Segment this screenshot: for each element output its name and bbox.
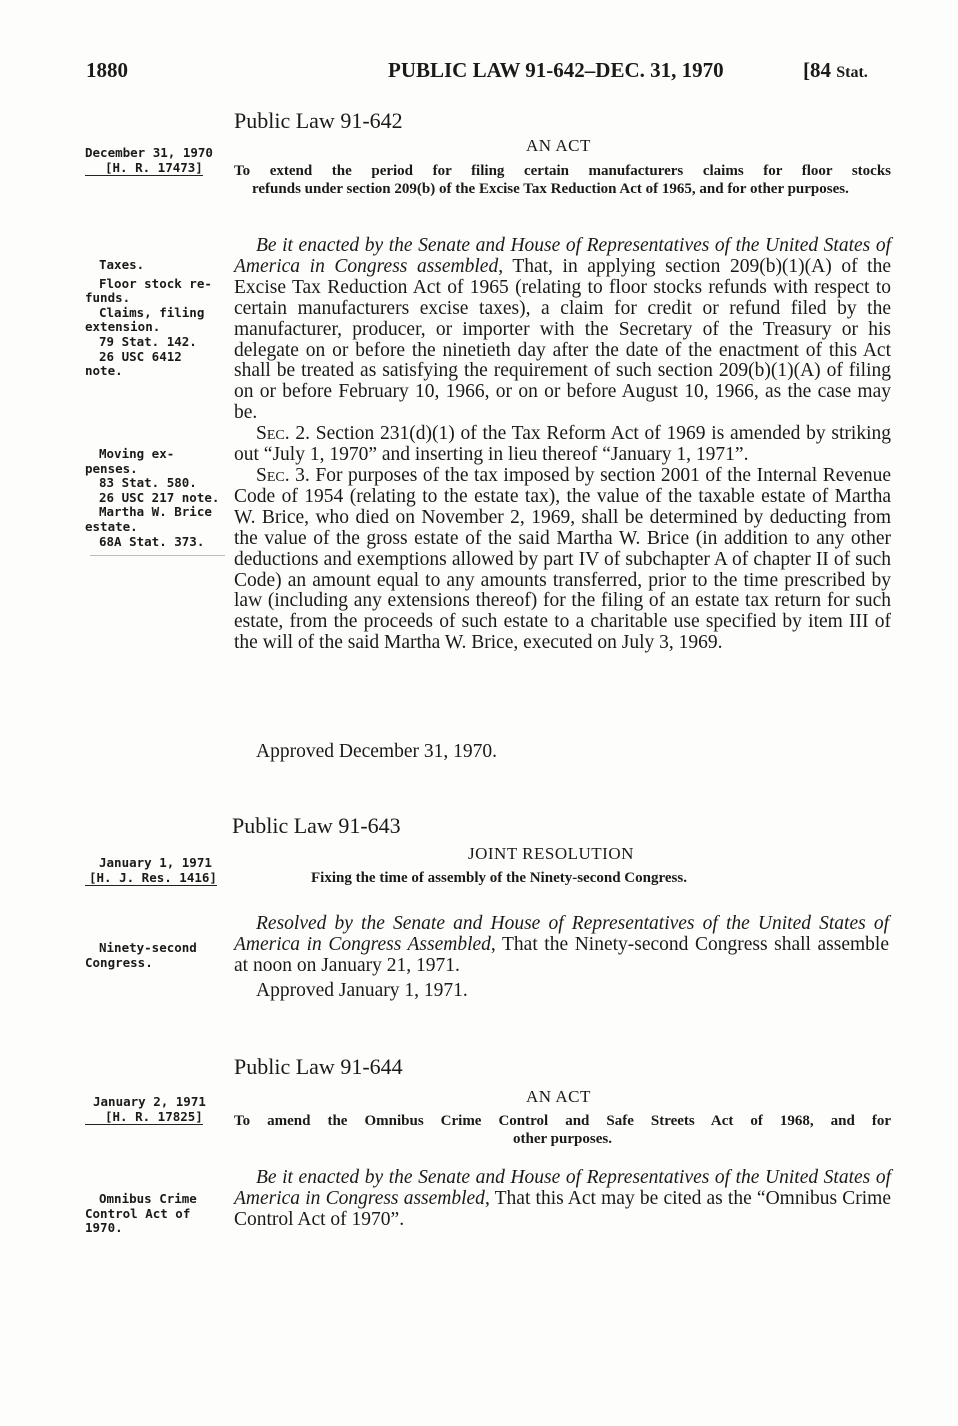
law2-margin-date: January 1, 1971 xyxy=(99,855,212,870)
volume-prefix: [84 xyxy=(803,58,837,82)
law2-resolution xyxy=(234,914,889,977)
law3-purpose-line2: other purposes. xyxy=(513,1131,612,1147)
law3-title: Public Law 91-644 xyxy=(234,1054,403,1079)
law3-note-block xyxy=(85,1192,225,1236)
law2-note-a: Ninety-second xyxy=(99,940,197,955)
law2-note-block xyxy=(85,941,225,970)
law1-note-usc2: 26 USC 217 note. xyxy=(99,489,220,505)
law1-sec3-label: Sec. 3. xyxy=(256,464,310,486)
law3-margin-date-block xyxy=(85,1095,225,1125)
law1-note-taxes: Taxes. xyxy=(99,257,145,272)
law1-section3 xyxy=(234,466,891,654)
law1-sec2-label: Sec. 2. xyxy=(256,423,310,445)
law1-note-claims-a: Claims, filing xyxy=(99,304,205,320)
running-title: PUBLIC LAW 91-642–DEC. 31, 1970 xyxy=(388,58,724,82)
law1-note-brice-b: estate. xyxy=(85,518,138,534)
law1-margin-date-block xyxy=(85,146,225,176)
law2-margin-bill: [H. J. Res. 1416] xyxy=(85,871,217,887)
law1-note-usc1: 26 USC 6412 xyxy=(99,348,182,364)
law3-margin-bill: [H. R. 17825] xyxy=(85,1110,203,1126)
law1-section2 xyxy=(234,424,891,466)
law1-note-claims-b: extension. xyxy=(85,319,161,335)
law1-body xyxy=(234,236,891,654)
law2-resolving-clause: Resolved by the Senate and House of Representatives of the United States of America in Congress Assembled xyxy=(234,913,889,955)
law3-kind: AN ACT xyxy=(526,1087,591,1106)
law2-body xyxy=(234,914,889,977)
margin-divider xyxy=(90,555,225,556)
law1-title: Public Law 91-642 xyxy=(234,108,403,133)
law3-enacting-clause: Be it enacted by the Senate and House of Representatives of the United States of America in Congress assembled xyxy=(234,1167,891,1209)
law1-section1 xyxy=(234,236,891,424)
law2-purpose: Fixing the time of assembly of the Ninety-second Congress. xyxy=(311,870,687,886)
law1-note-taxes-block xyxy=(85,258,225,379)
law3-note-a: Omnibus Crime xyxy=(99,1191,197,1206)
law1-note-stat3: 68A Stat. 373. xyxy=(99,533,205,549)
law1-note-moving-a: Moving ex- xyxy=(99,446,175,461)
law3-purpose-line1: To amend the Omnibus Crime Control and Safe Streets Act of 1968, and for xyxy=(234,1113,891,1129)
law1-kind: AN ACT xyxy=(526,136,591,155)
law1-enacting-clause: Be it enacted by the Senate and House of Representatives of the United States of America in Congress assembled xyxy=(234,235,891,277)
law2-kind: JOINT RESOLUTION xyxy=(468,844,634,863)
law1-purpose-line2: refunds under section 209(b) of the Excise Tax Reduction Act of 1965, and for other purposes. xyxy=(252,181,849,197)
law1-purpose xyxy=(234,162,891,198)
law1-note-usc1-b: note. xyxy=(85,363,123,379)
law1-sec1-text: , That, in applying section 209(b)(1)(A) of the Excise Tax Reduction Act of 1965 (relating to floor stocks refunds with respect to certain manufacturers excise taxes), a claim for credit or refund filed by the manufacturer, producer, or importer with the Secretary of the Treasury or his delegate on or before the ninetieth day after the date of the enactment of this Act shall be treated as satisfying the requirement of such section 209(b)(1)(A) of filing on or before February 10, 1966, or on or before August 10, 1966, as the case may be. xyxy=(234,255,891,424)
law1-margin-bill: [H. R. 17473] xyxy=(85,161,203,177)
law2-title: Public Law 91-643 xyxy=(232,813,401,838)
law1-sec3-text: For purposes of the tax imposed by section 2001 of the Internal Revenue Code of 1954 (relating to the estate tax), the value of the taxable estate of Martha W. Brice, who died on November 2, 1969, shall be determined by deducting from the value of the gross estate of the said Martha W. Brice (in addition to any other deductions and exemptions allowed by part IV of subchapter A of chapter II of such Code) an amount equal to any amounts transferred, prior to the time prescribed by law (including any extensions thereof) for the filing of an estate tax return for such estate, from the proceeds of such estate to a charitable use specified by item III of the will of the said Martha W. Brice, executed on July 3, 1969. xyxy=(234,464,891,654)
law3-note-c: 1970. xyxy=(85,1220,123,1236)
law1-note-moving-b: penses. xyxy=(85,460,138,476)
law2-note-b: Congress. xyxy=(85,954,153,970)
law3-text: , That this Act may be cited as the “Omnibus Crime Control Act of 1970”. xyxy=(234,1187,891,1230)
law1-approved: Approved December 31, 1970. xyxy=(256,741,497,762)
volume-ref xyxy=(803,58,868,83)
volume-stat: Stat. xyxy=(836,64,868,81)
law1-note-stat1: 79 Stat. 142. xyxy=(99,333,197,349)
law2-text: , That the Ninety-second Congress shall assemble at noon on January 21, 1971. xyxy=(234,933,889,976)
law2-approved: Approved January 1, 1971. xyxy=(256,980,468,1001)
law1-margin-date: December 31, 1970 xyxy=(85,145,213,160)
law3-margin-date: January 2, 1971 xyxy=(93,1094,206,1109)
law1-note-floor-b: funds. xyxy=(85,290,131,306)
law1-purpose-line1: To extend the period for filing certain manufacturers claims for floor stocks xyxy=(234,163,891,179)
law3-body xyxy=(234,1168,891,1231)
law1-note-brice-a: Martha W. Brice xyxy=(99,504,212,520)
law3-note-b: Control Act of xyxy=(85,1205,191,1221)
law1-note-stat2: 83 Stat. 580. xyxy=(99,475,197,491)
law2-margin-date-block xyxy=(85,856,225,886)
law3-purpose xyxy=(234,1112,891,1148)
law3-section1 xyxy=(234,1168,891,1231)
law1-sec2-text: Section 231(d)(1) of the Tax Reform Act of 1969 is amended by striking out “July 1, 1970” and inserting in lieu thereof “January 1, 1971”. xyxy=(234,423,891,466)
law1-note-moving-block xyxy=(85,447,225,549)
law1-note-floor-a: Floor stock re- xyxy=(99,275,212,291)
page-number: 1880 xyxy=(86,58,128,82)
